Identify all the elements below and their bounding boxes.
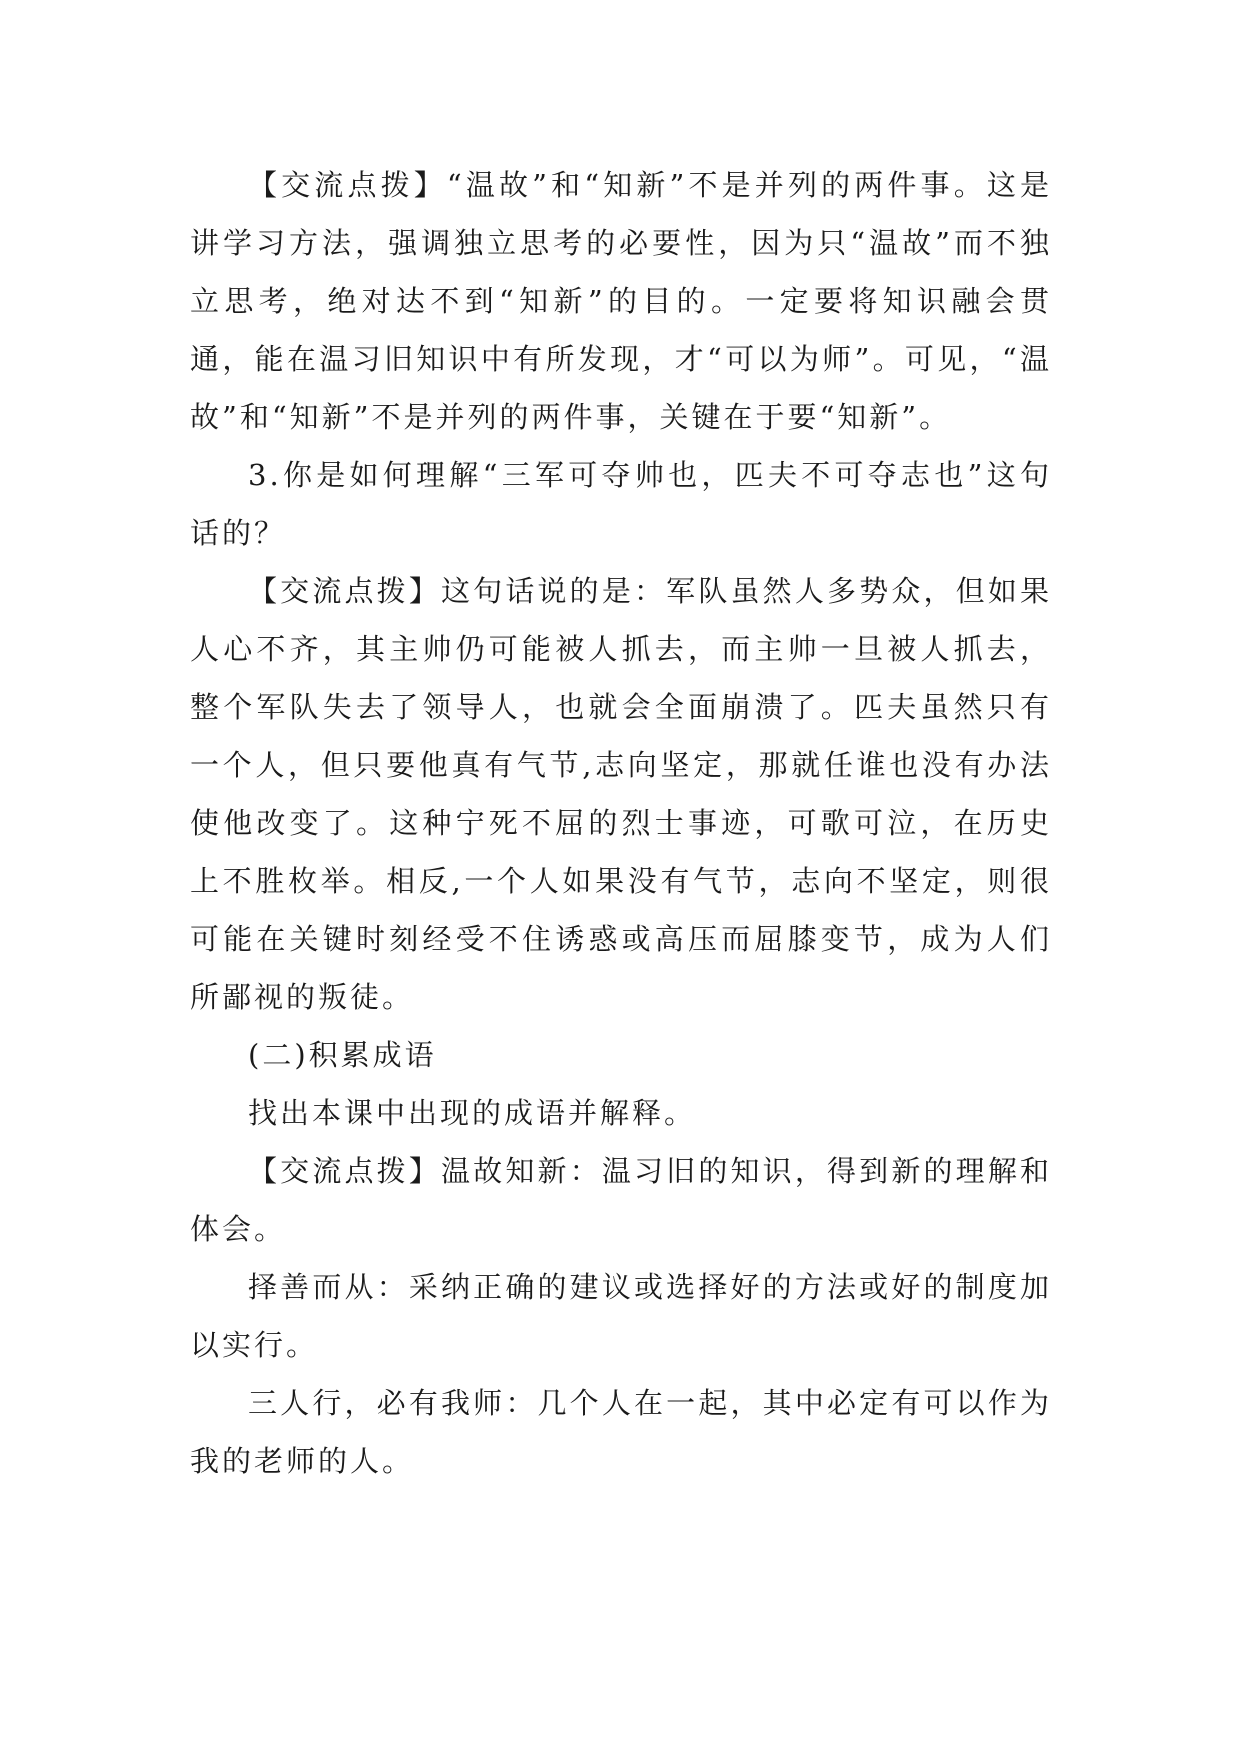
document-body [190,156,1052,1490]
paragraph-idiom-zeshan: 择善而从：采纳正确的建议或选择好的方法或好的制度加以实行。 [190,1270,1052,1362]
paragraph-answer-sanjun: 【交流点拨】这句话说的是：军队虽然人多势众，但如果人心不齐，其主帅仍可能被人抓去，而主帅一旦被人抓去，整个军队失去了领导人，也就会全面崩溃了。匹夫虽然只有一个人，但只要他真有气节,志向坚定，那就任谁也没有办法使他改变了。这种宁死不屈的烈士事迹，可歌可泣，在历史上不胜枚举。相反,一个人如果没有气节，志向不坚定，则很可能在关键时刻经受不住诱惑或高压而屈膝变节，成为人们所鄙视的叛徒。 [190,574,1052,1014]
paragraph-question-3: 3.你是如何理解“三军可夺帅也，匹夫不可夺志也”这句话的？ [190,458,1052,550]
paragraph-idiom-wengu: 【交流点拨】温故知新：温习旧的知识，得到新的理解和体会。 [190,1154,1052,1246]
paragraph-idiom-sanrenxing: 三人行，必有我师：几个人在一起，其中必定有可以作为我的老师的人。 [190,1386,1052,1478]
paragraph-answer-wengu-zhixin: 【交流点拨】“温故”和“知新”不是并列的两件事。这是讲学习方法，强调独立思考的必要性，因为只“温故”而不独立思考，绝对达不到“知新”的目的。一定要将知识融会贯通，能在温习旧知识中有所发现，才“可以为师”。可见，“温故”和“知新”不是并列的两件事，关键在于要“知新”。 [190,168,1052,434]
section-heading-idioms: (二)积累成语 [248,1038,437,1072]
paragraph-idiom-task: 找出本课中出现的成语并解释。 [248,1096,697,1130]
